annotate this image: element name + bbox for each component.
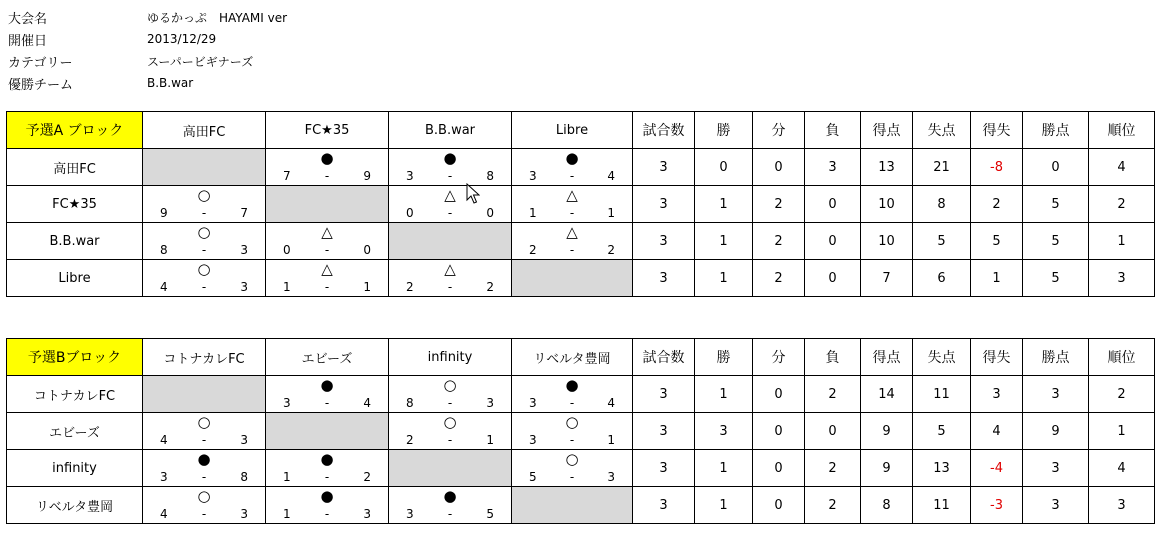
stat-value: 2 [753, 223, 805, 260]
score-own: 2 [406, 433, 414, 447]
stat-value: 8 [913, 186, 971, 223]
match-result-cell [512, 450, 633, 487]
stat-value: 5 [971, 223, 1023, 260]
score-opponent: 0 [363, 243, 371, 257]
score-own: 4 [160, 280, 168, 294]
score-own: 3 [406, 169, 414, 183]
result-mark: ○ [197, 223, 211, 241]
match-result-cell [389, 487, 512, 524]
stat-value: 3 [633, 413, 695, 450]
score-opponent: 9 [363, 169, 371, 183]
score-opponent: 2 [363, 470, 371, 484]
stat-value: 3 [633, 186, 695, 223]
stat-value: 1 [971, 260, 1023, 297]
stat-header: 得失 [971, 339, 1023, 376]
score-separator: - [201, 433, 207, 447]
info-row-date [8, 28, 287, 50]
info-label: 開催日 [8, 33, 48, 49]
score-separator: - [324, 507, 330, 521]
stat-header: 順位 [1089, 339, 1155, 376]
score-separator: - [569, 396, 575, 410]
stat-value: 3 [695, 413, 753, 450]
stat-value: 9 [1023, 413, 1089, 450]
stat-header: 得失 [971, 112, 1023, 149]
column-team-header: FC★35 [266, 112, 389, 149]
score-own: 0 [406, 206, 414, 220]
score-opponent: 3 [607, 470, 615, 484]
mouse-pointer-icon [466, 183, 480, 205]
score-opponent: 3 [240, 243, 248, 257]
team-row [7, 376, 1155, 413]
score-own: 3 [529, 396, 537, 410]
score-own: 1 [283, 470, 291, 484]
column-team-header: Libre [512, 112, 633, 149]
stat-value: 21 [913, 149, 971, 186]
score-own: 4 [160, 433, 168, 447]
team-row [7, 149, 1155, 186]
score-own: 9 [160, 206, 168, 220]
info-row-winner [8, 72, 287, 94]
score-separator: - [201, 507, 207, 521]
row-team-name: コトナカレFC [7, 376, 143, 413]
match-result-cell [266, 260, 389, 297]
stat-value: 5 [913, 223, 971, 260]
stat-value: 3 [633, 260, 695, 297]
team-row [7, 186, 1155, 223]
stat-value: 4 [1089, 149, 1155, 186]
row-team-name: 高田FC [7, 149, 143, 186]
score-separator: - [324, 280, 330, 294]
column-team-header: infinity [389, 339, 512, 376]
stat-value: 3 [633, 376, 695, 413]
result-mark: ● [565, 149, 579, 167]
stat-value: 0 [753, 413, 805, 450]
result-mark: ● [320, 149, 334, 167]
match-result-cell [143, 413, 266, 450]
score-separator: - [569, 243, 575, 257]
result-mark: ○ [197, 260, 211, 278]
stat-value: 9 [861, 450, 913, 487]
score-separator: - [201, 243, 207, 257]
stat-value: 2 [1089, 376, 1155, 413]
info-label: 大会名 [8, 11, 48, 27]
stat-value: 5 [1023, 223, 1089, 260]
score-own: 4 [160, 507, 168, 521]
score-opponent: 3 [240, 433, 248, 447]
score-opponent: 1 [607, 206, 615, 220]
score-separator: - [447, 206, 453, 220]
row-team-name: Libre [7, 260, 143, 297]
match-result-cell [266, 487, 389, 524]
stat-value: 3 [633, 487, 695, 524]
block-name: 予選Bブロック [7, 339, 143, 376]
score-opponent: 2 [486, 280, 494, 294]
result-mark: ○ [197, 487, 211, 505]
self-match-cell [512, 487, 633, 524]
match-result-cell [389, 260, 512, 297]
score-opponent: 1 [486, 433, 494, 447]
stat-value: 0 [805, 260, 861, 297]
stat-value: 5 [913, 413, 971, 450]
team-row [7, 223, 1155, 260]
score-opponent: 4 [607, 396, 615, 410]
result-mark: ● [443, 487, 457, 505]
match-result-cell [512, 149, 633, 186]
score-separator: - [569, 433, 575, 447]
stat-value: 5 [1023, 186, 1089, 223]
score-opponent: 3 [363, 507, 371, 521]
score-own: 8 [406, 396, 414, 410]
match-result-cell [389, 376, 512, 413]
stat-value: 13 [861, 149, 913, 186]
column-team-header: エビーズ [266, 339, 389, 376]
score-own: 3 [283, 396, 291, 410]
result-mark: △ [321, 223, 333, 241]
self-match-cell [266, 413, 389, 450]
stat-header: 順位 [1089, 112, 1155, 149]
result-mark: ○ [565, 450, 579, 468]
stat-value: 2 [805, 376, 861, 413]
score-own: 5 [529, 470, 537, 484]
result-mark: △ [566, 223, 578, 241]
match-result-cell [143, 487, 266, 524]
score-separator: - [569, 470, 575, 484]
info-row-category [8, 50, 287, 72]
score-own: 3 [529, 169, 537, 183]
score-separator: - [447, 396, 453, 410]
stat-value: 0 [805, 223, 861, 260]
stat-value: 3 [805, 149, 861, 186]
result-mark: ○ [565, 413, 579, 431]
match-result-cell [266, 376, 389, 413]
match-result-cell [512, 186, 633, 223]
score-opponent: 4 [363, 396, 371, 410]
match-result-cell [143, 260, 266, 297]
result-mark: △ [321, 260, 333, 278]
stat-value: 6 [913, 260, 971, 297]
match-result-cell [512, 223, 633, 260]
stat-value: 11 [913, 376, 971, 413]
stat-value: 4 [971, 413, 1023, 450]
stat-value: -4 [971, 450, 1023, 487]
stat-value: 2 [753, 186, 805, 223]
header-row [7, 112, 1155, 149]
info-label: 優勝チーム [8, 77, 74, 93]
score-own: 8 [160, 243, 168, 257]
info-value: B.B.war [147, 76, 194, 90]
header-row [7, 339, 1155, 376]
stat-value: 9 [861, 413, 913, 450]
score-opponent: 8 [240, 470, 248, 484]
tournament-info [8, 6, 287, 94]
stat-header: 得点 [861, 339, 913, 376]
score-separator: - [324, 396, 330, 410]
team-row [7, 487, 1155, 524]
info-value: 2013/12/29 [147, 32, 217, 46]
stat-header: 負 [805, 339, 861, 376]
result-mark: △ [444, 186, 456, 204]
stat-value: 1 [695, 186, 753, 223]
score-opponent: 3 [486, 396, 494, 410]
self-match-cell [389, 450, 512, 487]
stat-value: 3 [633, 223, 695, 260]
match-result-cell [143, 186, 266, 223]
stat-header: 試合数 [633, 112, 695, 149]
score-opponent: 8 [486, 169, 494, 183]
result-mark: ● [320, 487, 334, 505]
result-mark: ● [320, 450, 334, 468]
match-result-cell [266, 149, 389, 186]
score-separator: - [569, 169, 575, 183]
stat-value: 3 [971, 376, 1023, 413]
score-opponent: 3 [240, 507, 248, 521]
score-own: 1 [283, 280, 291, 294]
score-own: 7 [283, 169, 291, 183]
stat-value: 1 [695, 376, 753, 413]
stat-value: 3 [1023, 450, 1089, 487]
stat-value: 0 [753, 376, 805, 413]
stat-value: 5 [1023, 260, 1089, 297]
stat-value: 1 [695, 260, 753, 297]
stat-value: -8 [971, 149, 1023, 186]
stat-value: 1 [695, 450, 753, 487]
result-mark: △ [566, 186, 578, 204]
stat-value: 10 [861, 186, 913, 223]
score-own: 1 [529, 206, 537, 220]
result-mark: ○ [197, 413, 211, 431]
stat-value: 0 [753, 149, 805, 186]
result-mark: ● [565, 376, 579, 394]
stat-header: 勝 [695, 112, 753, 149]
stat-value: 2 [805, 487, 861, 524]
match-result-cell [389, 149, 512, 186]
result-mark: ○ [443, 413, 457, 431]
score-separator: - [447, 280, 453, 294]
score-separator: - [201, 470, 207, 484]
stat-header: 得点 [861, 112, 913, 149]
score-own: 3 [406, 507, 414, 521]
match-result-cell [512, 376, 633, 413]
self-match-cell [266, 186, 389, 223]
score-own: 1 [283, 507, 291, 521]
score-separator: - [447, 433, 453, 447]
stat-value: 0 [1023, 149, 1089, 186]
score-own: 3 [529, 433, 537, 447]
score-separator: - [447, 507, 453, 521]
result-mark: ○ [443, 376, 457, 394]
score-opponent: 0 [486, 206, 494, 220]
match-result-cell [512, 413, 633, 450]
stat-value: 3 [1023, 487, 1089, 524]
stat-value: 0 [805, 186, 861, 223]
stat-value: 8 [861, 487, 913, 524]
row-team-name: エビーズ [7, 413, 143, 450]
team-row [7, 413, 1155, 450]
self-match-cell [389, 223, 512, 260]
team-row [7, 450, 1155, 487]
stat-header: 勝点 [1023, 112, 1089, 149]
stat-value: 3 [1089, 260, 1155, 297]
match-result-cell [389, 186, 512, 223]
stat-value: 3 [1023, 376, 1089, 413]
team-row [7, 260, 1155, 297]
score-opponent: 3 [240, 280, 248, 294]
self-match-cell [512, 260, 633, 297]
stat-header: 分 [753, 112, 805, 149]
stat-value: 2 [971, 186, 1023, 223]
score-separator: - [324, 470, 330, 484]
result-mark: △ [444, 260, 456, 278]
stat-header: 失点 [913, 339, 971, 376]
score-opponent: 5 [486, 507, 494, 521]
score-separator: - [447, 169, 453, 183]
stat-header: 試合数 [633, 339, 695, 376]
score-own: 2 [529, 243, 537, 257]
row-team-name: リベルタ豊岡 [7, 487, 143, 524]
stat-value: 0 [695, 149, 753, 186]
league-table-block-b [6, 338, 1155, 524]
info-label: カテゴリー [8, 55, 73, 71]
stat-value: 11 [913, 487, 971, 524]
column-team-header: コトナカレFC [143, 339, 266, 376]
stat-value: 2 [753, 260, 805, 297]
stat-value: 1 [695, 223, 753, 260]
self-match-cell [143, 149, 266, 186]
score-opponent: 7 [240, 206, 248, 220]
info-row-name [8, 6, 287, 28]
score-opponent: 1 [363, 280, 371, 294]
score-opponent: 2 [607, 243, 615, 257]
score-own: 0 [283, 243, 291, 257]
row-team-name: infinity [7, 450, 143, 487]
score-own: 2 [406, 280, 414, 294]
stat-value: 3 [633, 149, 695, 186]
score-separator: - [324, 169, 330, 183]
score-opponent: 1 [607, 433, 615, 447]
stat-header: 勝 [695, 339, 753, 376]
stat-header: 勝点 [1023, 339, 1089, 376]
match-result-cell [266, 223, 389, 260]
info-value: ゆるかっぷ HAYAMI ver [147, 10, 288, 25]
stat-value: 3 [1089, 487, 1155, 524]
match-result-cell [389, 413, 512, 450]
stat-value: 1 [1089, 413, 1155, 450]
stat-value: 3 [633, 450, 695, 487]
row-team-name: B.B.war [7, 223, 143, 260]
score-opponent: 4 [607, 169, 615, 183]
self-match-cell [143, 376, 266, 413]
result-mark: ● [443, 149, 457, 167]
result-mark: ● [320, 376, 334, 394]
score-separator: - [201, 280, 207, 294]
match-result-cell [266, 450, 389, 487]
stat-value: 14 [861, 376, 913, 413]
result-mark: ● [197, 450, 211, 468]
stat-value: 7 [861, 260, 913, 297]
score-separator: - [569, 206, 575, 220]
score-separator: - [201, 206, 207, 220]
stat-value: 0 [805, 413, 861, 450]
column-team-header: リベルタ豊岡 [512, 339, 633, 376]
score-separator: - [324, 243, 330, 257]
stat-value: 2 [1089, 186, 1155, 223]
stat-header: 分 [753, 339, 805, 376]
match-result-cell [143, 450, 266, 487]
block-name: 予選A ブロック [7, 112, 143, 149]
match-result-cell [143, 223, 266, 260]
stat-header: 失点 [913, 112, 971, 149]
column-team-header: 高田FC [143, 112, 266, 149]
stat-value: 10 [861, 223, 913, 260]
stat-value: 2 [805, 450, 861, 487]
stat-value: 1 [1089, 223, 1155, 260]
stat-header: 負 [805, 112, 861, 149]
stat-value: 0 [753, 450, 805, 487]
row-team-name: FC★35 [7, 186, 143, 223]
score-own: 3 [160, 470, 168, 484]
column-team-header: B.B.war [389, 112, 512, 149]
stat-value: 13 [913, 450, 971, 487]
stat-value: 0 [753, 487, 805, 524]
stat-value: -3 [971, 487, 1023, 524]
league-table-block-a [6, 111, 1155, 297]
info-value: スーパービギナーズ [147, 54, 254, 69]
result-mark: ○ [197, 186, 211, 204]
stat-value: 1 [695, 487, 753, 524]
stat-value: 4 [1089, 450, 1155, 487]
